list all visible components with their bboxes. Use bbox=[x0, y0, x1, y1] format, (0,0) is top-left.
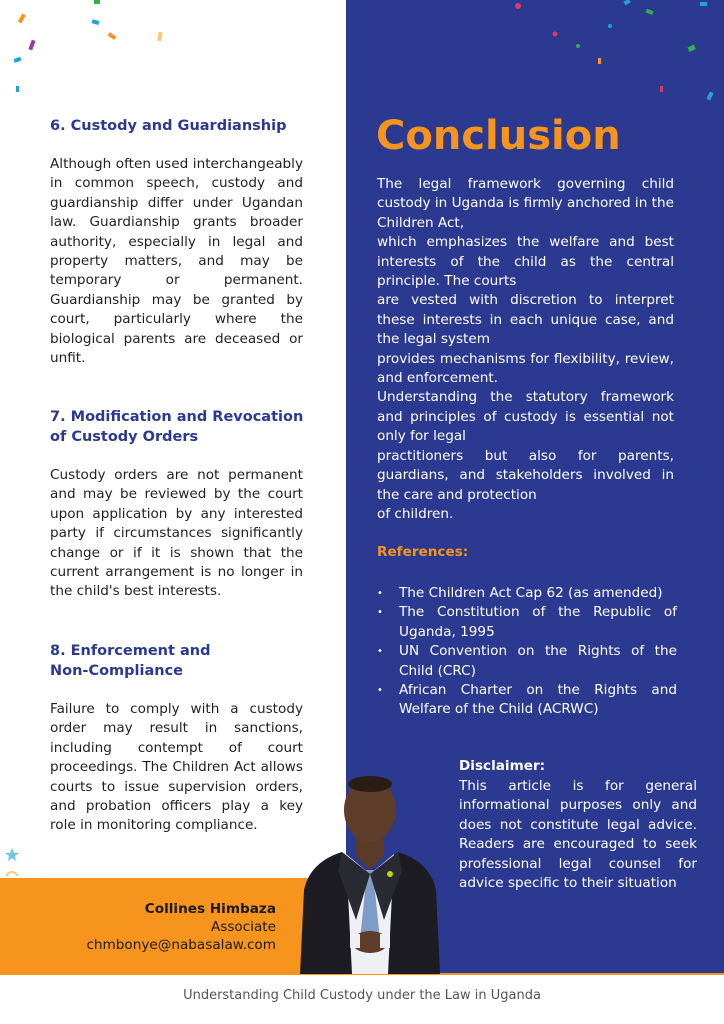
conclusion-paragraph: are vested with discretion to interpret these interests in each unique case, and the legal system bbox=[377, 292, 674, 348]
section-body-custody-guardianship: Although often used interchangeably in common speech, custody and guardianship differ under Ugandan law. Guardianship grants broader authority, especially in legal and property matters, and may be temporary or permanent. Guardianship may be granted by court, particularly where the biological parents are deceased or unfit. bbox=[50, 156, 303, 367]
author-role: Associate bbox=[210, 919, 276, 935]
reference-item: • UN Convention on the Rights of the Child (CRC) bbox=[377, 642, 677, 681]
section-body-modification: Custody orders are not permanent and may be reviewed by the court upon application by any interested party if circumstances significantly change or if it is shown that the current arrangement is no longer in the child's best interests. bbox=[50, 467, 303, 600]
conclusion-paragraph: practitioners but also for parents, guardians, and stakeholders involved in the care and protection bbox=[377, 447, 674, 503]
conclusion-paragraph: Understanding the statutory framework and principles of custody is essential not only for legal bbox=[377, 389, 674, 445]
reference-item: • The Constitution of the Republic of Uganda, 1995 bbox=[377, 603, 677, 642]
section-heading-modification: 7. Modification and Revocation of Custody Orders bbox=[50, 409, 304, 445]
star-decoration bbox=[4, 846, 28, 882]
conclusion-paragraph: provides mechanisms for flexibility, review, and enforcement. bbox=[377, 350, 674, 387]
reference-item: • The Children Act Cap 62 (as amended) bbox=[377, 584, 677, 603]
author-block bbox=[40, 900, 276, 954]
conclusion-paragraph: of children. bbox=[377, 505, 454, 522]
references-heading: References: bbox=[377, 544, 469, 560]
references-list bbox=[377, 584, 677, 720]
footer-title: Understanding Child Custody under the Law in Uganda bbox=[183, 988, 541, 1003]
reference-item: • African Charter on the Rights and Welfare of the Child (ACRWC) bbox=[377, 681, 677, 720]
author-name: Collines Himbaza bbox=[144, 901, 276, 917]
disclaimer-title: Disclaimer: bbox=[459, 758, 546, 774]
section-heading-enforcement: 8. Enforcement and Non-Compliance bbox=[50, 643, 211, 679]
conclusion-title: Conclusion bbox=[376, 113, 621, 159]
section-body-enforcement: Failure to comply with a custody order may result in sanctions, including contempt of court proceedings. The Children Act allows courts to issue supervision orders, and probation officers play a key role in monitoring compliance. bbox=[50, 701, 303, 834]
section-heading-custody-guardianship: 6. Custody and Guardianship bbox=[50, 118, 287, 134]
author-portrait bbox=[290, 770, 450, 974]
conclusion-paragraph: The legal framework governing child custody in Uganda is firmly anchored in the Children Act, bbox=[377, 176, 674, 231]
author-email[interactable]: chmbonye@nabasalaw.com bbox=[86, 937, 276, 953]
disclaimer-body: This article is for general informational purposes only and does not constitute legal advice. Readers are encouraged to seek professional legal counsel for advice specific to their situation bbox=[459, 778, 697, 892]
conclusion-paragraph: which emphasizes the welfare and best interests of the child as the central principle. The courts bbox=[377, 234, 674, 290]
conclusion-body bbox=[377, 175, 674, 524]
